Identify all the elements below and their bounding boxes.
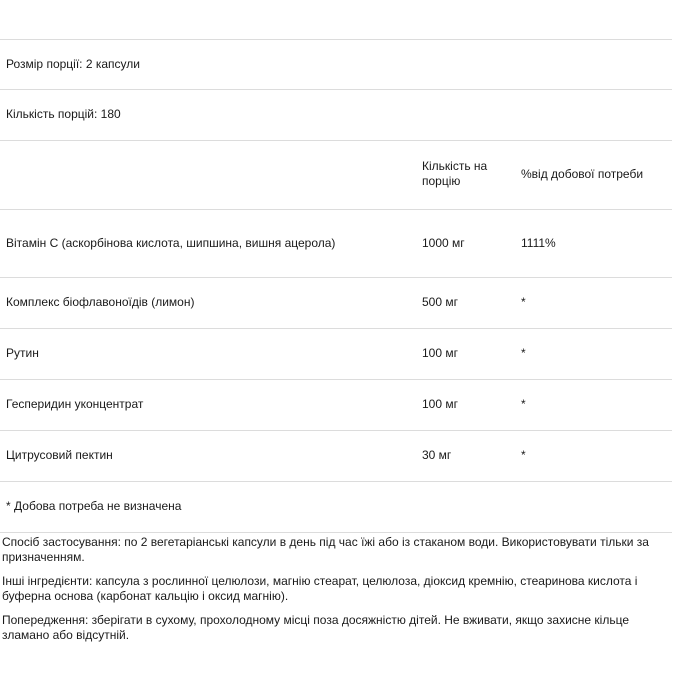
table-row (0, 431, 672, 481)
table-header-row (0, 141, 672, 209)
column-header-daily-value: %від добової потреби (521, 167, 644, 181)
ingredient-daily-value: * (521, 295, 526, 309)
ingredient-daily-value: * (521, 397, 526, 411)
ingredient-daily-value: * (521, 346, 526, 360)
column-header-amount: Кількість на порцію (422, 159, 488, 188)
supplement-facts-table (0, 39, 672, 533)
footnote-text: * Добова потреба не визначена (6, 499, 182, 513)
table-row (0, 278, 672, 328)
warning-text: Попередження: зберігати в сухому, прохолодному місці поза досяжністю дітей. Не вживати, якщо захисне кільце зламано або відсутній. (2, 613, 629, 642)
ingredient-name: Цитрусовий пектин (6, 448, 113, 462)
ingredient-daily-value: * (521, 448, 526, 462)
other-ingredients: Інші інгредієнти: капсула з рослинної целюлози, магнію стеарат, целюлоза, діоксид кремнію, стеаринова кислота і буферна основа (карбонат кальцію і оксид магнію). (2, 574, 638, 603)
table-row (0, 210, 672, 260)
ingredient-amount: 1000 мг (422, 236, 465, 250)
product-notes (0, 535, 680, 652)
servings-count-row (0, 90, 672, 140)
serving-size-text: Розмір порції: 2 капсули (6, 57, 140, 71)
ingredient-name: Комплекс біофлавоноїдів (лимон) (6, 295, 195, 309)
ingredient-amount: 100 мг (422, 346, 458, 360)
ingredient-daily-value: 1111% (521, 236, 556, 250)
ingredient-name: Вітамін С (аскорбінова кислота, шипшина, вишня ацерола) (6, 236, 336, 250)
servings-count-text: Кількість порцій: 180 (6, 107, 121, 121)
usage-instructions: Спосіб застосування: по 2 вегетаріанські капсули в день під час їжі або із стаканом води. Використовувати тільки за призначенням. (2, 535, 649, 564)
ingredient-amount: 500 мг (422, 295, 458, 309)
ingredient-amount: 100 мг (422, 397, 458, 411)
footnote-row (0, 482, 672, 532)
ingredient-name: Гесперидин уконцентрат (6, 397, 144, 411)
table-row (0, 329, 672, 379)
divider (0, 532, 672, 533)
serving-size-row (0, 40, 672, 89)
ingredient-name: Рутин (6, 346, 39, 360)
ingredient-amount: 30 мг (422, 448, 452, 462)
table-row (0, 380, 672, 430)
